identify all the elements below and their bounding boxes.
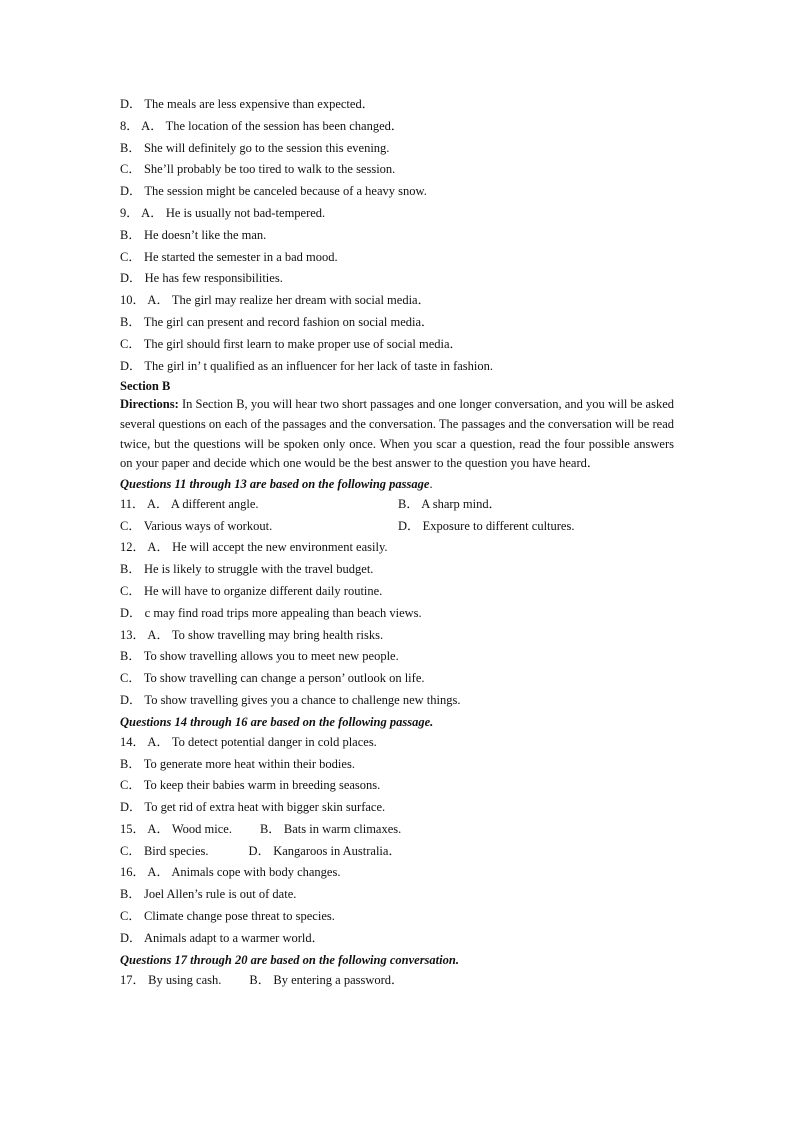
option-line: D． He has few responsibilities. <box>120 271 283 286</box>
option-line: D． To get rid of extra heat with bigger skin surface. <box>120 800 386 815</box>
option-15a: 15． A． Wood mice. <box>120 821 232 836</box>
option-line: B． Joel Allen’s rule is out of date. <box>120 887 297 902</box>
directions-label: Directions: <box>120 397 179 412</box>
option-line: B． The girl can present and record fashion on social media． <box>120 314 434 329</box>
option-15d: D． Kangaroos in Australia． <box>248 843 401 858</box>
option-line: 13． A． To show travelling may bring health risks. <box>120 627 384 642</box>
option-line: D． The meals are less expensive than expected． <box>120 97 375 111</box>
option-15b: B． Bats in warm climaxes. <box>259 821 402 836</box>
option-line: 8． A． The location of the session has been changed． <box>120 118 404 133</box>
option-line: 14． A． To detect potential danger in cold places. <box>120 734 377 749</box>
option-line: 10． A． The girl may realize her dream with social media． <box>120 293 431 308</box>
option-line: D． c may find road trips more appealing than beach views. <box>120 605 422 620</box>
option-line: 16． A． Animals cope with body changes. <box>120 865 341 880</box>
option-line: B． To show travelling allows you to meet new people. <box>120 649 399 664</box>
option-line: C． She’ll probably be too tired to walk to the session. <box>120 162 396 177</box>
exam-page <box>120 94 674 991</box>
option-row <box>120 494 674 516</box>
option-line: C． He will have to organize different daily routine. <box>120 583 383 598</box>
option-line: B． To generate more heat within their bodies. <box>120 756 355 771</box>
question-group-heading: Questions 14 through 16 are based on the following passage. <box>120 714 434 729</box>
option-11a: 11． A． A different angle. <box>120 496 259 511</box>
option-line: B． He is likely to struggle with the travel budget. <box>120 562 374 577</box>
option-17a: 17． By using cash. <box>120 972 222 987</box>
question-group-heading: Questions 17 through 20 are based on the following conversation. <box>120 952 459 967</box>
option-line: C． Climate change pose threat to species. <box>120 909 335 924</box>
option-line: 9． A． He is usually not bad-tempered. <box>120 205 326 220</box>
option-line: 12． A． He will accept the new environment easily. <box>120 540 388 555</box>
option-row <box>120 841 674 863</box>
section-b-directions <box>120 395 674 473</box>
option-11d: D． Exposure to different cultures. <box>398 518 575 533</box>
heading-text: Questions 11 through 13 are based on the following passage <box>120 476 430 491</box>
option-line: C． He started the semester in a bad mood. <box>120 249 338 264</box>
option-line: C． To show travelling can change a person’ outlook on life. <box>120 671 425 686</box>
option-17b: B． By entering a password． <box>249 972 404 987</box>
option-15c: C． Bird species. <box>120 843 209 858</box>
option-11b: B． A sharp mind． <box>398 496 502 511</box>
option-row <box>120 970 674 992</box>
option-line: C． The girl should first learn to make proper use of social media． <box>120 336 463 351</box>
option-line: C． To keep their babies warm in breeding seasons. <box>120 778 381 793</box>
option-row <box>120 516 674 538</box>
part-a-options <box>120 94 674 377</box>
section-b-title: Section B <box>120 379 171 394</box>
question-group-heading <box>120 474 674 494</box>
directions-text: In Section B, you will hear two short passages and one longer conversation, and you will be asked several questions on each of the passages and the conversation. The passages and the conversation will be read twice, but the questions will be spoken only once. When you scar a question, read the four possible answers on your paper and decide which one would be the best answer to the question you have heard． <box>120 397 674 471</box>
option-line: D． The session might be canceled because of a heavy snow. <box>120 184 427 199</box>
option-line: D． To show travelling gives you a chance to challenge new things. <box>120 692 461 707</box>
option-11c: C． Various ways of workout. <box>120 518 273 533</box>
option-line: D． The girl in’ t qualified as an influencer for her lack of taste in fashion. <box>120 358 494 373</box>
option-line: D． Animals adapt to a warmer world． <box>120 930 325 945</box>
option-line: B． She will definitely go to the session this evening. <box>120 140 390 155</box>
heading-tail: . <box>429 476 433 491</box>
option-row <box>120 819 674 841</box>
option-line: B． He doesn’t like the man. <box>120 227 267 242</box>
